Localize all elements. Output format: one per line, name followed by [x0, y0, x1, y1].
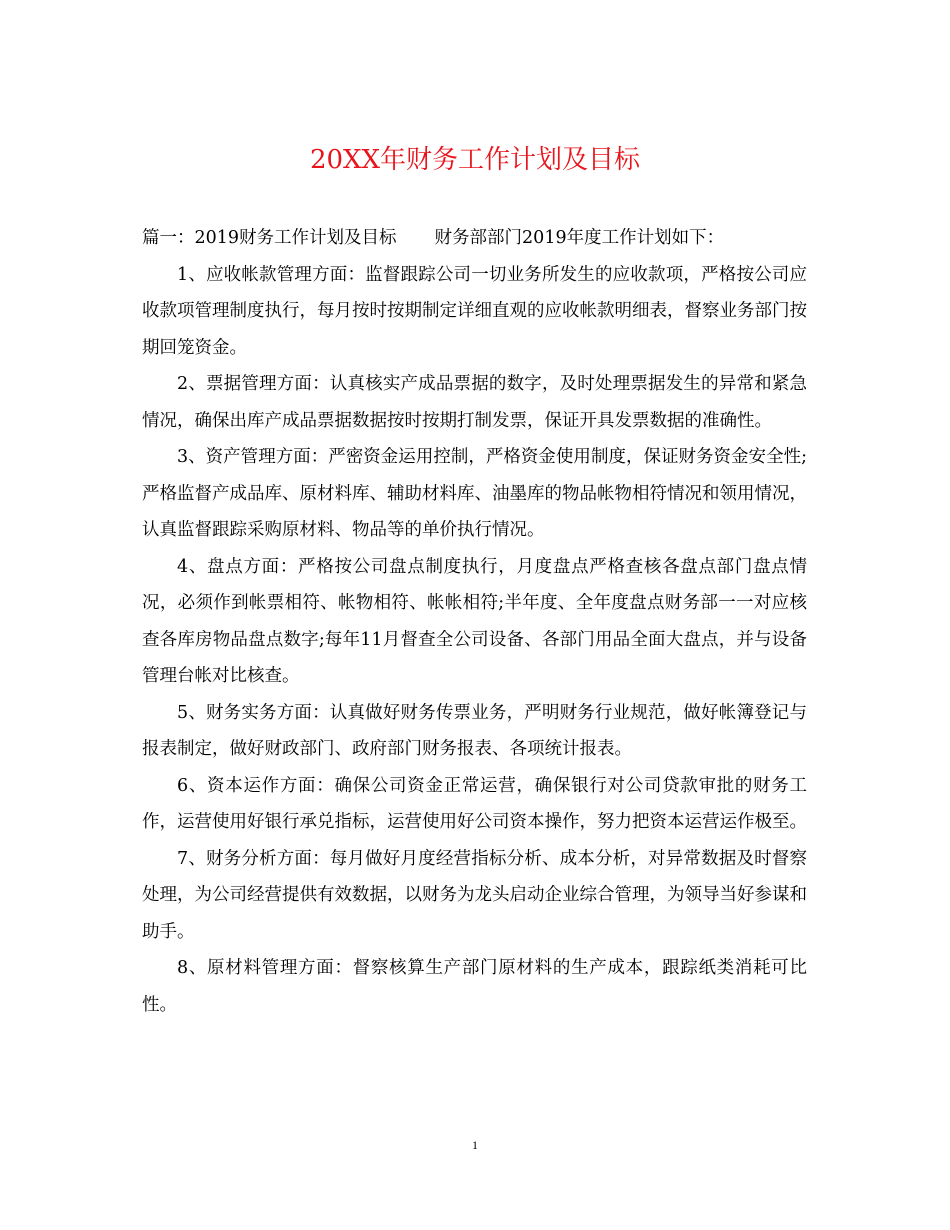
paragraph-assets: 3、资产管理方面：严密资金运用控制，严格资金使用制度，保证财务资金安全性;严格监督产成品库、原材料库、辅助材料库、油墨库的物品帐物相符情况和领用情况，认真监督跟踪采购原材料、物品等的单价执行情况。 — [142, 447, 807, 540]
intro-statement: 财务部部门2019年度工作计划如下： — [434, 228, 725, 248]
paragraph-bills: 2、票据管理方面：认真核实产成品票据的数字，及时处理票据发生的异常和紧急情况，确保出库产成品票据数据按时按期打制发票，保证开具发票数据的准确性。 — [142, 374, 807, 431]
page-number: 1 — [472, 1138, 478, 1152]
intro-heading: 篇一：2019财务工作计划及目标 — [142, 228, 397, 248]
document-body — [142, 220, 807, 1023]
paragraph-accounting: 5、财务实务方面：认真做好财务传票业务，严明财务行业规范，做好帐簿登记与报表制定，做好财政部门、政府部门财务报表、各项统计报表。 — [142, 702, 807, 759]
intro-line — [142, 220, 807, 257]
paragraph-analysis: 7、财务分析方面：每月做好月度经营指标分析、成本分析，对异常数据及时督察处理，为公司经营提供有效数据，以财务为龙头启动企业综合管理，为领导当好参谋和助手。 — [142, 848, 807, 942]
paragraph-raw-materials: 8、原材料管理方面：督察核算生产部门原材料的生产成本，跟踪纸类消耗可比性。 — [142, 958, 807, 1015]
paragraph-receivables: 1、应收帐款管理方面：监督跟踪公司一切业务所发生的应收款项，严格按公司应收款项管理制度执行，每月按时按期制定详细直观的应收帐款明细表，督察业务部门按期回笼资金。 — [142, 264, 807, 358]
paragraph-capital: 6、资本运作方面：确保公司资金正常运营，确保银行对公司贷款审批的财务工作，运营使用好银行承兑指标，运营使用好公司资本操作，努力把资本运营运作极至。 — [142, 775, 807, 832]
paragraph-inventory-check: 4、盘点方面：严格按公司盘点制度执行，月度盘点严格查核各盘点部门盘点情况，必须作到帐票相符、帐物相符、帐帐相符;半年度、全年度盘点财务部一一对应核查各库房物品盘点数字;每年11月督查全公司设备、各部门用品全面大盘点，并与设备管理台帐对比核查。 — [142, 556, 807, 686]
document-title: 20XX年财务工作计划及目标 — [309, 145, 641, 175]
